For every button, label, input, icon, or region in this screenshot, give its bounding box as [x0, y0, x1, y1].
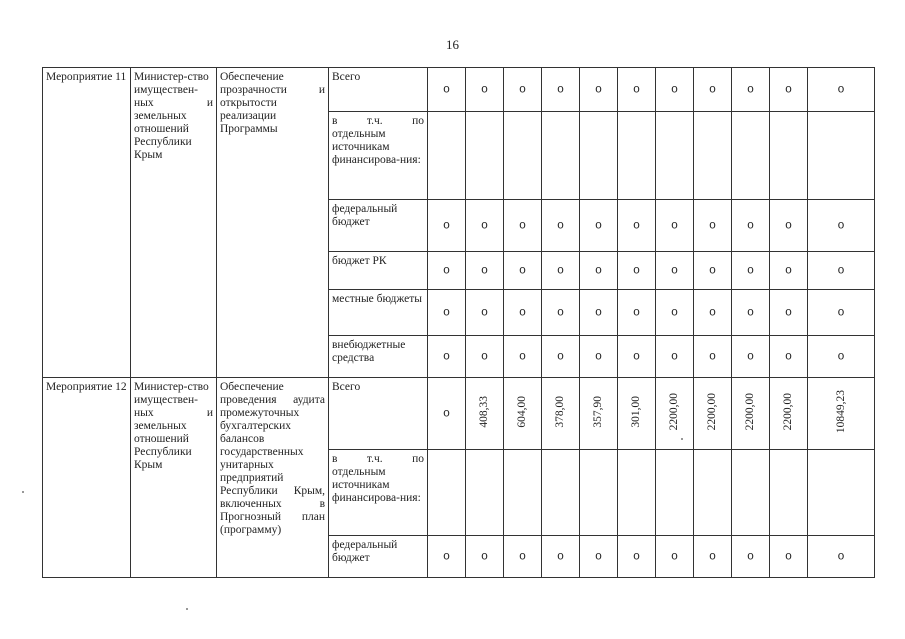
value-cell — [428, 68, 466, 112]
value-cell — [732, 536, 770, 578]
value-text: 2200,00 — [782, 392, 794, 431]
value-cell — [656, 450, 694, 536]
value-text: 0 — [595, 550, 602, 562]
scan-speck — [22, 491, 24, 493]
value-cell — [656, 536, 694, 578]
value-text: 0 — [709, 550, 716, 562]
value-text: 0 — [671, 219, 678, 231]
value-text: 0 — [633, 264, 640, 276]
value-text: 0 — [709, 83, 716, 95]
event-cell: Мероприятие 12 — [43, 378, 131, 578]
value-text: 0 — [519, 350, 526, 362]
value-text: 0 — [671, 83, 678, 95]
source-label-cell: внебюджетные средства — [329, 336, 428, 378]
value-cell — [732, 336, 770, 378]
value-text: 357,90 — [592, 395, 604, 428]
value-cell — [656, 68, 694, 112]
source-label-cell: федеральный бюджет — [329, 536, 428, 578]
value-text: 0 — [443, 550, 450, 562]
value-cell — [428, 336, 466, 378]
value-text: 0 — [595, 264, 602, 276]
value-text: 0 — [595, 306, 602, 318]
value-text: 604,00 — [516, 395, 528, 428]
value-cell — [694, 68, 732, 112]
value-cell — [504, 252, 542, 290]
value-text: 0 — [837, 264, 845, 276]
value-text: 0 — [709, 306, 716, 318]
value-text: 0 — [519, 264, 526, 276]
value-cell — [618, 112, 656, 200]
source-label-cell: местные бюджеты — [329, 290, 428, 336]
value-cell — [656, 252, 694, 290]
value-text: 0 — [747, 350, 754, 362]
value-cell — [542, 290, 580, 336]
value-cell — [808, 252, 875, 290]
value-text: 0 — [671, 550, 678, 562]
value-cell — [732, 450, 770, 536]
value-cell — [580, 200, 618, 252]
value-cell — [770, 68, 808, 112]
value-text: 0 — [785, 350, 792, 362]
value-text: 0 — [785, 219, 792, 231]
value-cell — [618, 336, 656, 378]
value-text: 0 — [557, 264, 564, 276]
value-cell — [428, 200, 466, 252]
source-label-cell: федеральный бюджет — [329, 200, 428, 252]
value-text: 0 — [595, 350, 602, 362]
value-text: 0 — [837, 306, 845, 318]
value-text: 0 — [633, 306, 640, 318]
value-text: 0 — [747, 264, 754, 276]
value-cell — [808, 536, 875, 578]
value-cell — [580, 536, 618, 578]
value-cell — [656, 112, 694, 200]
value-cell — [580, 336, 618, 378]
value-text: 0 — [443, 264, 450, 276]
value-cell — [770, 112, 808, 200]
value-cell — [466, 378, 504, 450]
description-cell: Обеспечение прозрачности и открытости реализации Программы — [217, 68, 329, 378]
table-row — [43, 378, 875, 450]
value-cell — [770, 290, 808, 336]
value-cell — [808, 290, 875, 336]
value-cell — [656, 200, 694, 252]
value-text: 2200,00 — [744, 392, 756, 431]
value-cell — [504, 378, 542, 450]
value-cell — [732, 200, 770, 252]
value-cell — [618, 252, 656, 290]
value-cell — [504, 336, 542, 378]
value-cell — [580, 290, 618, 336]
value-cell — [656, 290, 694, 336]
value-text: 0 — [671, 264, 678, 276]
value-cell — [694, 252, 732, 290]
executor-cell: Министер-ство имуществен-ных и земельных отношений Республики Крым — [131, 68, 217, 378]
value-cell — [694, 378, 732, 450]
value-text: 0 — [481, 83, 488, 95]
value-cell — [504, 68, 542, 112]
value-text: 0 — [481, 306, 488, 318]
value-cell — [542, 252, 580, 290]
value-text: 301,00 — [630, 395, 642, 428]
value-cell — [694, 112, 732, 200]
value-cell — [770, 252, 808, 290]
value-text: 0 — [557, 350, 564, 362]
value-text: 0 — [785, 306, 792, 318]
value-cell — [808, 112, 875, 200]
value-text: 0 — [443, 350, 450, 362]
value-cell — [808, 200, 875, 252]
value-text: 0 — [443, 407, 450, 419]
value-cell — [428, 378, 466, 450]
value-text: 0 — [443, 306, 450, 318]
value-cell — [580, 112, 618, 200]
value-text: 0 — [785, 83, 792, 95]
value-cell — [618, 68, 656, 112]
value-cell — [732, 68, 770, 112]
value-text: 0 — [709, 350, 716, 362]
value-text: 0 — [557, 550, 564, 562]
value-text: 378,00 — [554, 395, 566, 428]
value-cell — [466, 112, 504, 200]
value-cell — [428, 450, 466, 536]
value-text: 0 — [709, 219, 716, 231]
value-cell — [466, 450, 504, 536]
value-text: 0 — [837, 550, 845, 562]
value-cell — [694, 450, 732, 536]
value-cell — [542, 378, 580, 450]
value-cell — [808, 336, 875, 378]
value-cell — [504, 450, 542, 536]
value-text: 2200,00 — [668, 392, 680, 431]
scan-speck — [681, 438, 683, 440]
value-cell — [542, 68, 580, 112]
value-cell — [580, 450, 618, 536]
value-text: 0 — [481, 219, 488, 231]
source-label-cell: Всего — [329, 68, 428, 112]
value-text: 0 — [747, 306, 754, 318]
value-text: 0 — [633, 350, 640, 362]
value-text: 0 — [557, 83, 564, 95]
table-row — [43, 68, 875, 112]
value-cell — [618, 290, 656, 336]
value-cell — [770, 536, 808, 578]
value-text: 0 — [837, 350, 845, 362]
value-text: 0 — [747, 550, 754, 562]
value-cell — [580, 252, 618, 290]
value-cell — [542, 200, 580, 252]
value-cell — [694, 200, 732, 252]
value-text: 0 — [481, 550, 488, 562]
value-cell — [770, 450, 808, 536]
value-cell — [428, 252, 466, 290]
value-text: 0 — [481, 350, 488, 362]
value-cell — [580, 68, 618, 112]
value-text: 0 — [837, 83, 845, 95]
value-text: 0 — [837, 219, 845, 231]
value-text: 0 — [595, 219, 602, 231]
value-cell — [732, 112, 770, 200]
value-cell — [808, 378, 875, 450]
value-cell — [466, 536, 504, 578]
value-cell — [656, 378, 694, 450]
value-cell — [504, 290, 542, 336]
value-text: 2200,00 — [706, 392, 718, 431]
value-cell — [618, 536, 656, 578]
value-text: 0 — [747, 83, 754, 95]
value-cell — [618, 378, 656, 450]
value-text: 0 — [747, 219, 754, 231]
value-cell — [466, 290, 504, 336]
value-text: 0 — [633, 83, 640, 95]
description-cell: Обеспечение проведения аудита промежуточных бухгалтерских балансов государственных унитарных предприятий Республики Крым, включенных в Прогнозный план (программу) — [217, 378, 329, 578]
scan-speck — [186, 608, 188, 610]
value-text: 0 — [595, 83, 602, 95]
value-text: 0 — [671, 350, 678, 362]
value-cell — [466, 336, 504, 378]
value-cell — [808, 450, 875, 536]
value-text: 0 — [519, 306, 526, 318]
value-cell — [466, 252, 504, 290]
source-label-cell: в т.ч. по отдельным источникам финансирова-ния: — [329, 450, 428, 536]
value-cell — [542, 536, 580, 578]
value-cell — [504, 536, 542, 578]
value-text: 0 — [519, 219, 526, 231]
value-text: 0 — [785, 550, 792, 562]
value-cell — [542, 336, 580, 378]
value-text: 0 — [519, 83, 526, 95]
page-number: 16 — [446, 37, 459, 52]
value-cell — [732, 378, 770, 450]
event-cell: Мероприятие 11 — [43, 68, 131, 378]
value-text: 0 — [443, 219, 450, 231]
value-cell — [656, 336, 694, 378]
value-cell — [428, 112, 466, 200]
executor-cell: Министер-ство имуществен-ных и земельных отношений Республики Крым — [131, 378, 217, 578]
value-text: 0 — [519, 550, 526, 562]
value-cell — [466, 68, 504, 112]
value-cell — [770, 200, 808, 252]
value-cell — [618, 200, 656, 252]
value-text: 0 — [481, 264, 488, 276]
value-cell — [504, 112, 542, 200]
value-text: 0 — [785, 264, 792, 276]
source-label-cell: бюджет РК — [329, 252, 428, 290]
value-cell — [504, 200, 542, 252]
value-text: 0 — [709, 264, 716, 276]
value-text: 0 — [633, 550, 640, 562]
source-label-cell: в т.ч. по отдельным источникам финансирова-ния: — [329, 112, 428, 200]
value-cell — [542, 112, 580, 200]
value-cell — [428, 290, 466, 336]
value-cell — [694, 536, 732, 578]
value-cell — [732, 290, 770, 336]
value-cell — [428, 536, 466, 578]
value-text: 0 — [557, 306, 564, 318]
value-text: 0 — [557, 219, 564, 231]
source-label-cell: Всего — [329, 378, 428, 450]
value-cell — [466, 200, 504, 252]
value-cell — [694, 290, 732, 336]
budget-table — [42, 67, 875, 578]
value-cell — [808, 68, 875, 112]
value-cell — [542, 450, 580, 536]
value-cell — [618, 450, 656, 536]
value-cell — [770, 336, 808, 378]
value-text: 10849,23 — [834, 389, 847, 434]
value-cell — [732, 252, 770, 290]
value-cell — [694, 336, 732, 378]
value-text: 0 — [671, 306, 678, 318]
value-text: 408,33 — [478, 395, 490, 428]
value-cell — [770, 378, 808, 450]
value-text: 0 — [633, 219, 640, 231]
value-cell — [580, 378, 618, 450]
value-text: 0 — [443, 83, 450, 95]
